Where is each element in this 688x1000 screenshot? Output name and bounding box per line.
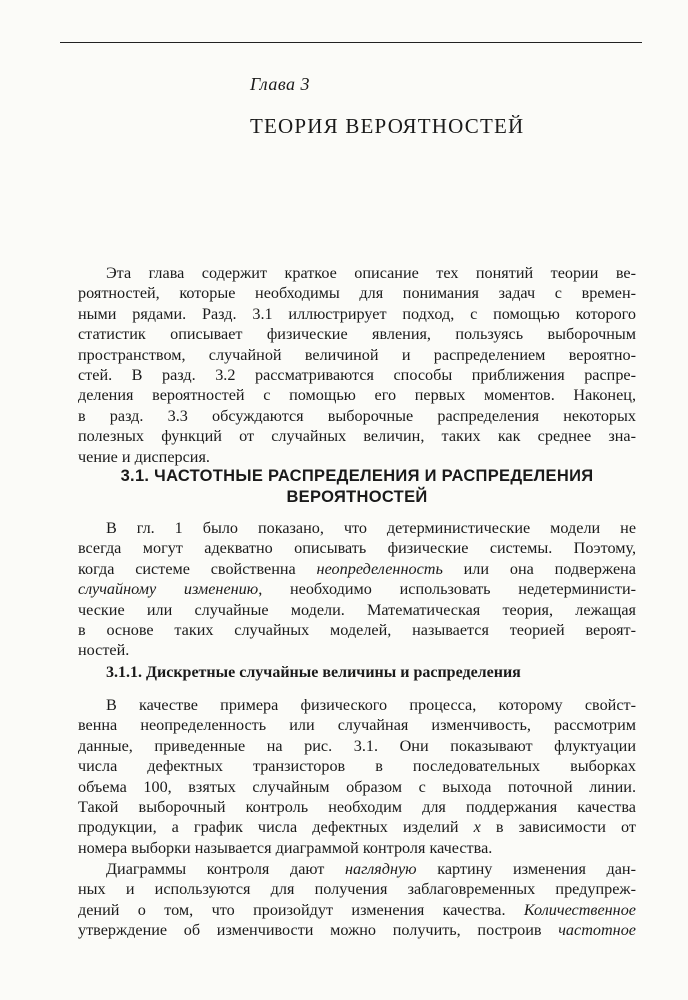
emphasis: частотное bbox=[558, 921, 636, 940]
text-line: дений о том, что произойдут изменения качества. Количественное bbox=[78, 900, 636, 919]
subsection-heading: 3.1.1. Дискретные случайные величины и распределения bbox=[106, 664, 521, 681]
text-line: ческие или случайные модели. Математическая теория, лежащая bbox=[78, 600, 636, 619]
emphasis: Количественное bbox=[523, 900, 636, 919]
section-paragraph bbox=[78, 518, 636, 661]
text-line: числа дефектных транзисторов в последовательных выборках bbox=[78, 757, 636, 776]
text-line: полезных функций от случайных величин, таких как среднее зна- bbox=[78, 427, 636, 446]
text-line: ными рядами. Разд. 3.1 иллюстрирует подход, с помощью которого bbox=[78, 304, 636, 323]
text-line: Диаграммы контроля дают наглядную картину изменения дан- bbox=[106, 860, 636, 878]
text-line: В гл. 1 было показано, что детерминистические модели не bbox=[106, 519, 636, 537]
emphasis: случайному изменению bbox=[78, 580, 259, 599]
text-line: ностей. bbox=[78, 641, 130, 660]
text-line: объема 100, взятых случайным образом с выхода поточной линии. bbox=[78, 777, 636, 796]
text-line: ных и используются для получения заблаговременных предупреж- bbox=[78, 880, 636, 899]
text-line: случайному изменению, необходимо использовать недетерминисти- bbox=[78, 580, 636, 599]
subsection-paragraph bbox=[78, 859, 636, 941]
text-line: Эта глава содержит краткое описание тех понятий теории ве- bbox=[106, 264, 636, 282]
text-line: деления вероятностей с помощью его первых моментов. Наконец, bbox=[78, 386, 636, 405]
header-rule bbox=[60, 42, 642, 43]
text-line: продукции, а график числа дефектных изделий x в зависимости от bbox=[78, 818, 636, 837]
text-line: утверждение об изменчивости можно получить, построив частотное bbox=[78, 921, 636, 940]
text-line: в разд. 3.3 обсуждаются выборочные распределения некоторых bbox=[78, 406, 636, 425]
text-line: стей. В разд. 3.2 рассматриваются способы приближения распре- bbox=[78, 366, 636, 385]
text-line: в основе таких случайных моделей, называется теорией вероят- bbox=[78, 621, 636, 640]
emphasis: неопределенность bbox=[316, 559, 443, 578]
text-line: когда системе свойственна неопределенность или она подвержена bbox=[78, 559, 636, 578]
text-line: венна неопределенность или случайная изменчивость, рассмотрим bbox=[78, 716, 636, 735]
section-heading bbox=[78, 466, 636, 508]
section-heading-line: ВЕРОЯТНОСТЕЙ bbox=[286, 488, 428, 506]
text-line: номера выборки называется диаграммой контроля качества. bbox=[78, 838, 493, 857]
emphasis: x bbox=[473, 818, 481, 837]
chapter-label: Глава 3 bbox=[250, 74, 311, 94]
text-line: всегда могут адекватно описывать физические системы. Поэтому, bbox=[78, 539, 636, 558]
emphasis: наглядную bbox=[344, 860, 417, 878]
chapter-title: ТЕОРИЯ ВЕРОЯТНОСТЕЙ bbox=[250, 114, 525, 138]
section-heading-line: 3.1. ЧАСТОТНЫЕ РАСПРЕДЕЛЕНИЯ И РАСПРЕДЕЛЕНИЯ bbox=[120, 467, 594, 485]
text-line: В качестве примера физического процесса, которому свойст- bbox=[106, 696, 636, 714]
intro-paragraph bbox=[78, 263, 636, 467]
text-line: пространством, случайной величиной и распределением вероятно- bbox=[78, 345, 636, 364]
text-line: роятностей, которые необходимы для понимания задач с времен- bbox=[78, 284, 636, 303]
text-line: Такой выборочный контроль необходим для поддержания качества bbox=[78, 798, 636, 817]
text-line: данные, приведенные на рис. 3.1. Они показывают флуктуации bbox=[78, 736, 636, 755]
text-line: статистик описывает физические явления, пользуясь выборочным bbox=[78, 325, 636, 344]
text-line: чение и дисперсия. bbox=[78, 447, 210, 466]
subsection-paragraph bbox=[78, 695, 636, 858]
